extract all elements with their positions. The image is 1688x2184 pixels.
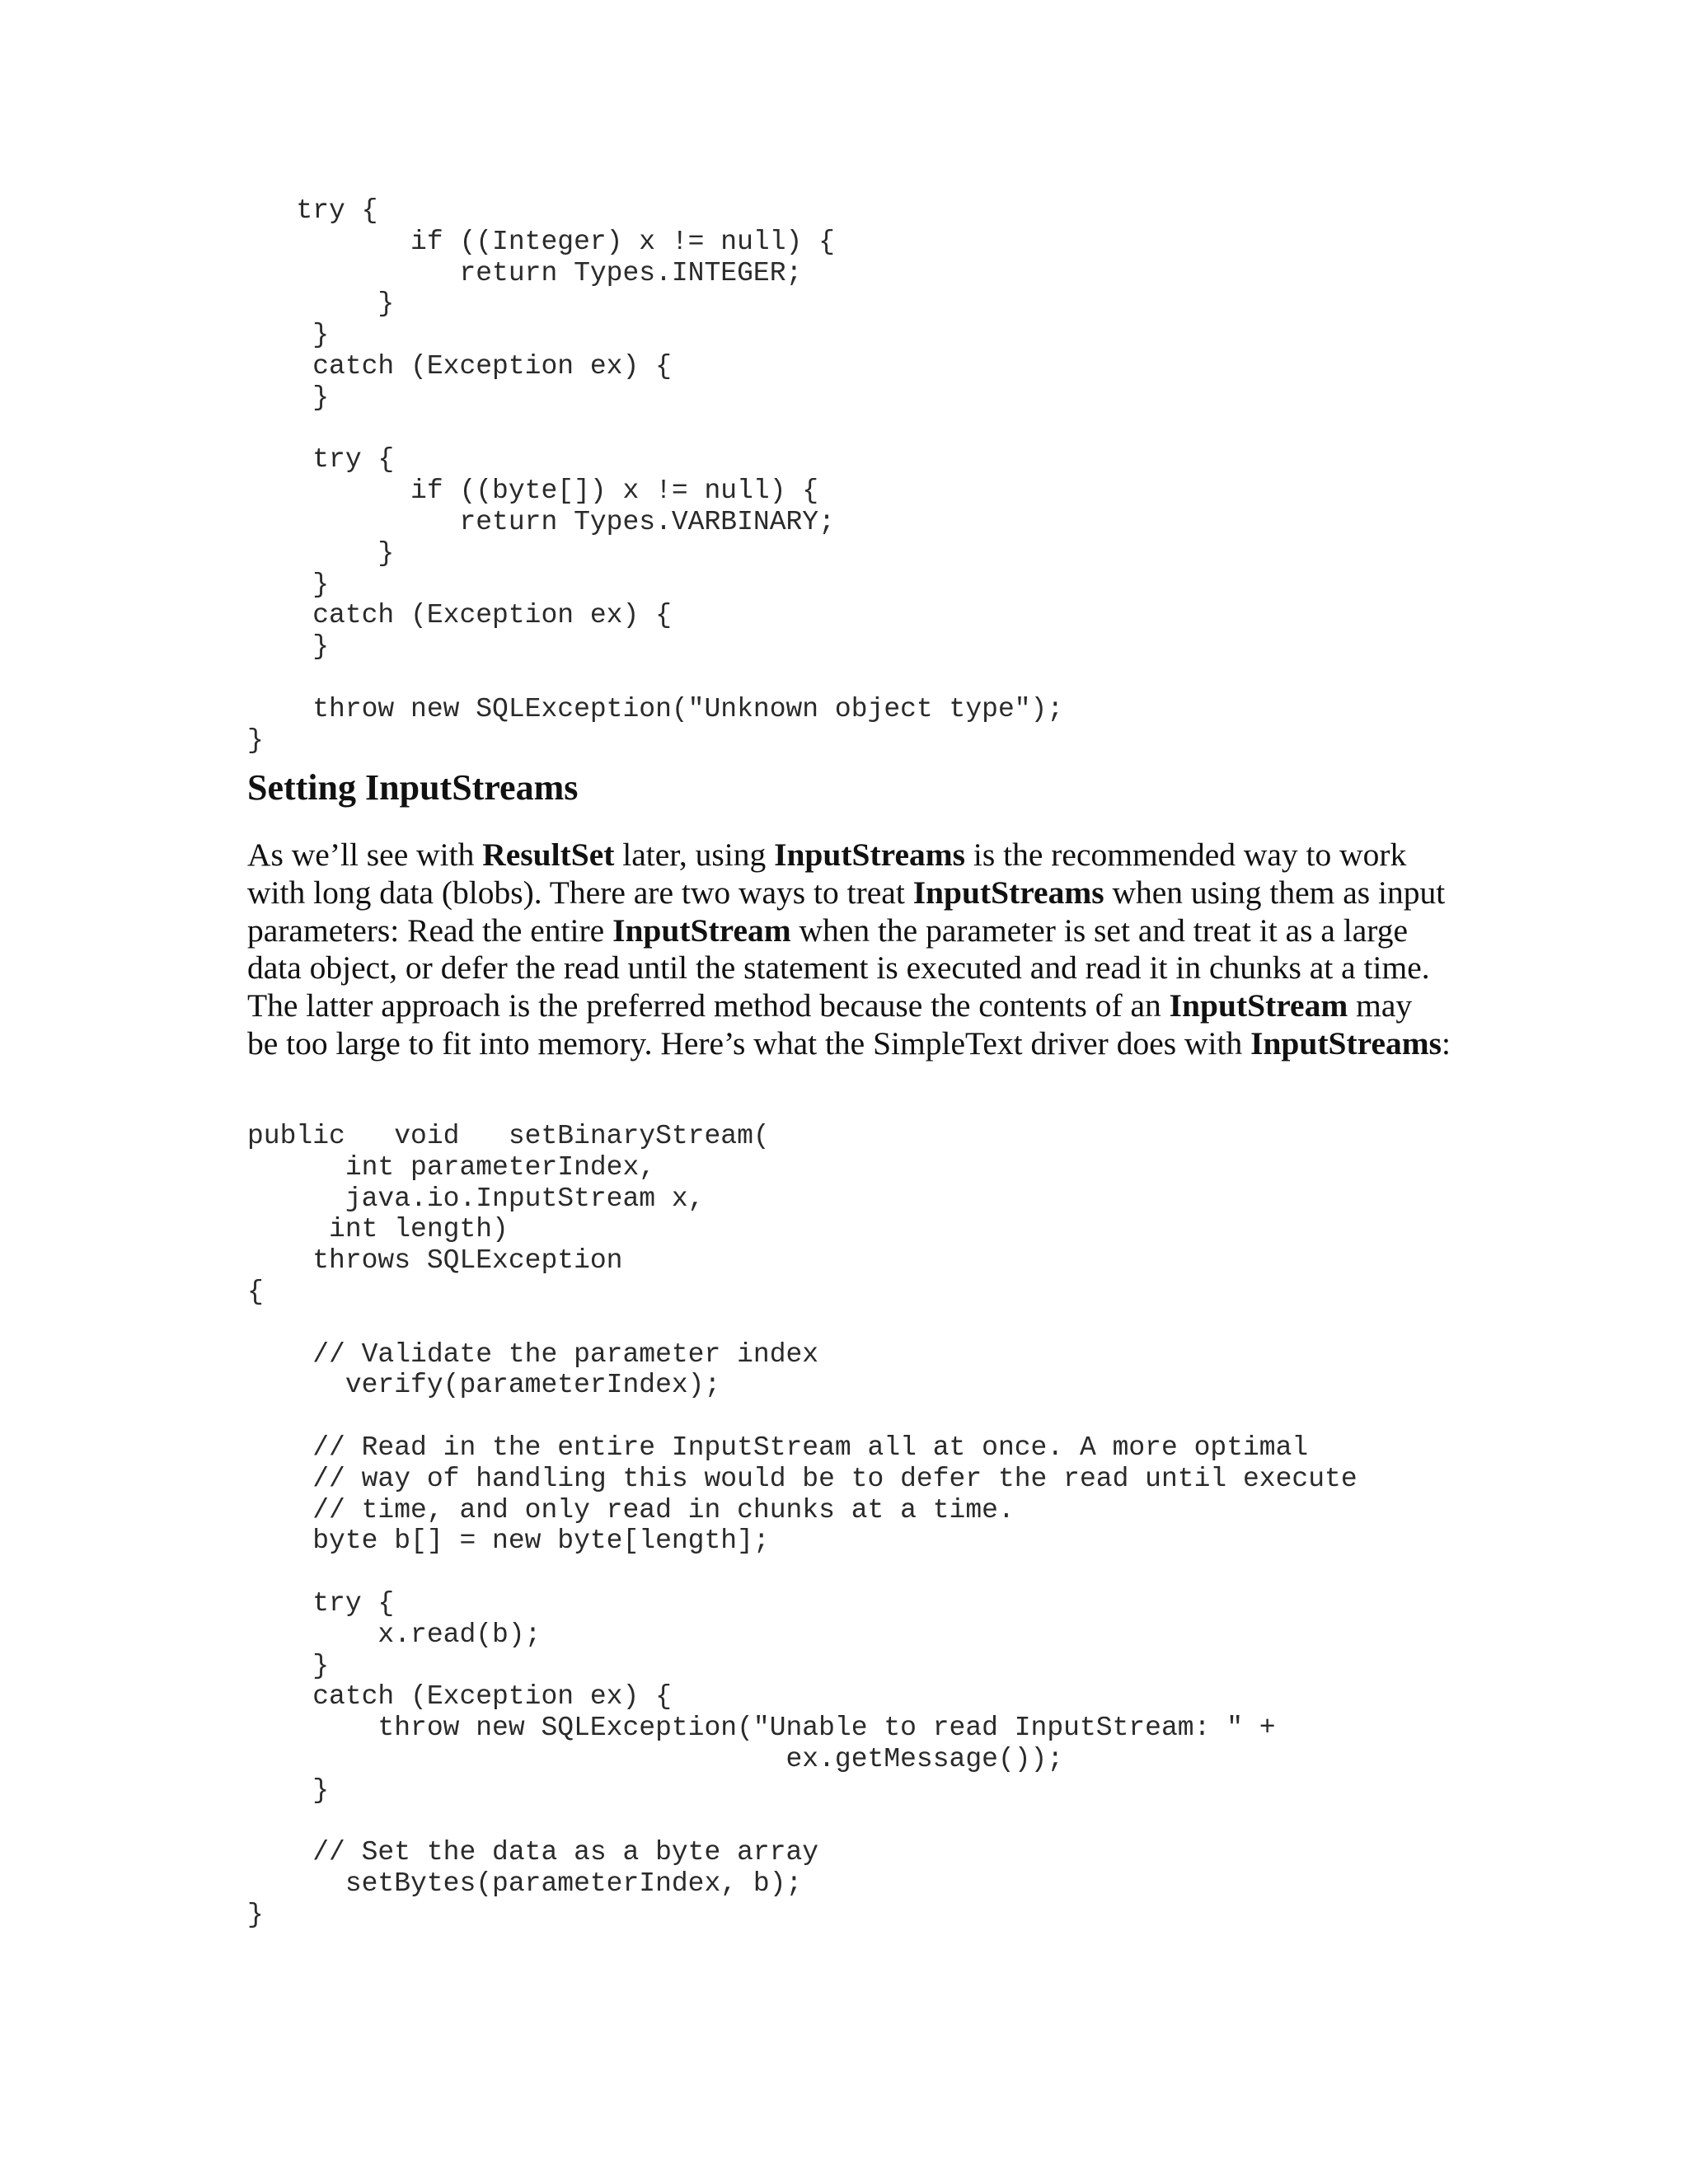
paragraph-text: is the recommended way to work with long data (blobs). There are two ways to treat (247, 837, 1407, 911)
paragraph-text: may be too large to fit into memory. Here’s what the SimpleText driver does with (247, 987, 1413, 1062)
paragraph-text: : (1442, 1024, 1451, 1062)
paragraph-text: when using them as input parameters: Read the entire (247, 874, 1446, 949)
paragraph-emphasis: InputStream (612, 912, 791, 949)
paragraph-text: As we’ll see with (247, 837, 483, 873)
paragraph-emphasis: ResultSet (482, 837, 615, 873)
paragraph-emphasis: InputStreams (1250, 1024, 1442, 1062)
paragraph-emphasis: InputStreams (912, 874, 1104, 911)
code-listing-set-binary-stream: public void setBinaryStream( int parameterIndex, java.io.InputStream x, int length) throws SQLException { // Validate the parameter index verify(parameterIndex); // Read in the entire InputStream all at once. A more optimal // way of handling this would be to defer the read until execute // time, and only read in chunks at a time. byte b[] = new byte[length]; try { x.read(b); } catch (Exception ex) { throw new SQLException("Unable to read InputStream: " + ex.getMessage()); } // Set the data as a byte array setBytes(parameterIndex, b); } (247, 1121, 1357, 1930)
paragraph-text: later, using (614, 837, 775, 873)
paragraph-emphasis: InputStreams (774, 837, 966, 873)
paragraph-emphasis: InputStream (1169, 987, 1348, 1024)
section-heading: Setting InputStreams (247, 767, 579, 808)
section-paragraph (247, 837, 1451, 1063)
code-listing-get-type-tail: try { if ((Integer) x != null) { return Types.INTEGER; } } catch (Exception ex) { } try { if ((byte[]) x != null) { return Types.VARBINARY; } } catch (Exception ex) { } throw new SQLException("Unknown object type"); } (247, 195, 1064, 756)
paragraph-text: when the parameter is set and treat it as a large data object, or defer the read until the statement is executed and read it in chunks at a time. The latter approach is the preferred method because the contents of an (247, 912, 1430, 1024)
